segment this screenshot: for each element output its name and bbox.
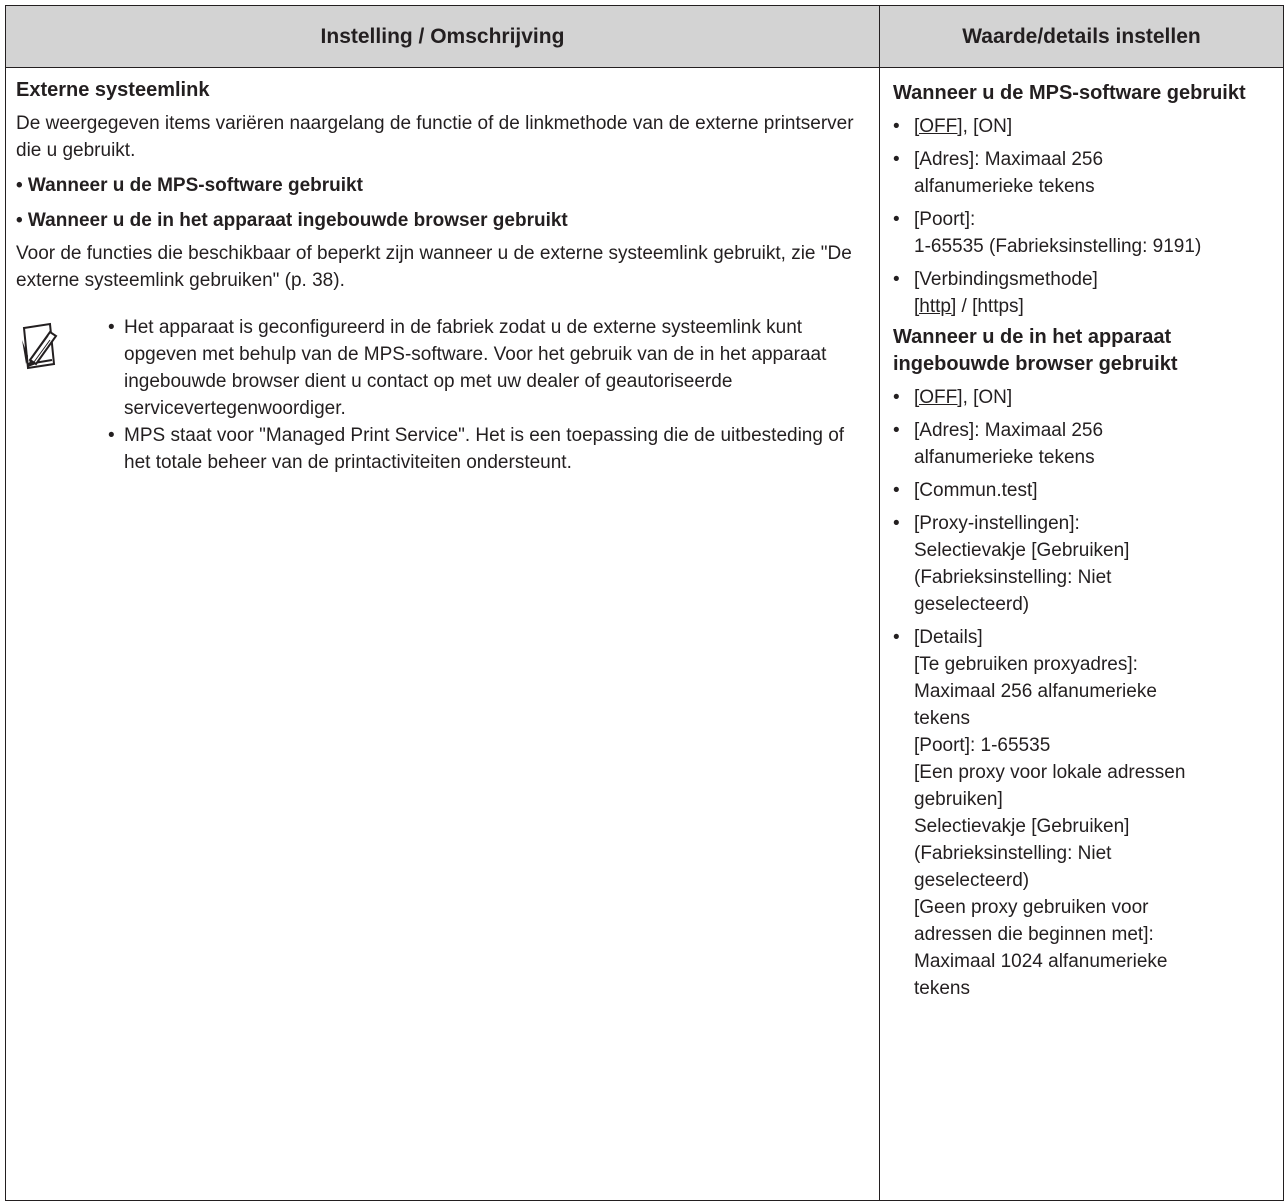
mps-section-title: Wanneer u de MPS-software gebruikt [893,82,1246,104]
note-block [16,314,871,476]
note-pencil-icon [20,320,64,370]
bullet-mps-software: • Wanneer u de MPS-software gebruikt [16,175,363,196]
browser-section-title: Wanneer u de in het apparaat ingebouwde browser gebruikt [893,326,1178,375]
browser-item-commun-test: • [Commun.test] [893,480,1038,501]
browser-item-proxy-settings: • [Proxy-instellingen]: Selectievakje [Gebruiken] (Fabrieksinstelling: Niet geselecteerd) [893,513,1130,615]
mps-item-port: • [Poort]: 1-65535 (Fabrieksinstelling: 9191) [893,209,1202,257]
header-value-details: Waarde/details instellen [962,25,1201,48]
settings-table [5,5,1284,1201]
mps-item-connection-method: • [Verbindingsmethode] [http] / [https] [893,269,1098,317]
values-column [893,76,1284,1002]
browser-item-details: • [Details] [Te gebruiken proxyadres]: Maximaal 256 alfanumerieke tekens [Poort]: 1-65535 [Een proxy voor lokale adressen gebruiken] Selectievakje [Gebruiken] (Fabrieksinstelling: Niet geselecteerd) [Geen proxy gebruiken voor adressen die beginnen met]: Maximaal 1024 alfanumerieke tekens [893,627,1186,999]
bullet-builtin-browser: • Wanneer u de in het apparaat ingebouwde browser gebruikt [16,210,568,231]
column-divider [879,6,880,1200]
on-value: , [ON] [962,116,1013,137]
default-off-value: [OFF] [914,116,963,137]
intro-text: De weergegeven items variëren naargelang de functie of de linkmethode van de externe printserver die u gebruikt. [16,113,854,161]
note-item-factory-config: • Het apparaat is geconfigureerd in de fabriek zodat u de externe systeemlink kunt opgeven met behulp van de MPS-software. Voor het gebruik van de in het apparaat ingebouwde browser dient u contact op met uw dealer of geautoriseerde servicevertegenwoordiger. [114,314,871,422]
table-header [6,6,1283,68]
browser-item-address: • [Adres]: Maximaal 256 alfanumerieke tekens [893,420,1104,468]
on-value: , [ON] [962,387,1013,408]
mps-item-address: • [Adres]: Maximaal 256 alfanumerieke tekens [893,149,1104,197]
description-column [16,76,871,476]
mps-item-on-off: • [OFF], [ON] [893,116,1013,137]
default-http-value: [http] [914,296,957,317]
browser-item-on-off: • [OFF], [ON] [893,387,1013,408]
note-item-mps-definition: • MPS staat voor "Managed Print Service". Het is een toepassing die de uitbesteding of het totale beheer van de printactiviteiten ondersteunt. [114,422,871,476]
reference-text: Voor de functies die beschikbaar of beperkt zijn wanneer u de externe systeemlink gebruikt, zie "De externe systeemlink gebruiken" (p. 38). [16,243,852,291]
default-off-value: [OFF] [914,387,963,408]
setting-title: Externe systeemlink [16,79,210,101]
header-setting-description: Instelling / Omschrijving [320,25,565,48]
